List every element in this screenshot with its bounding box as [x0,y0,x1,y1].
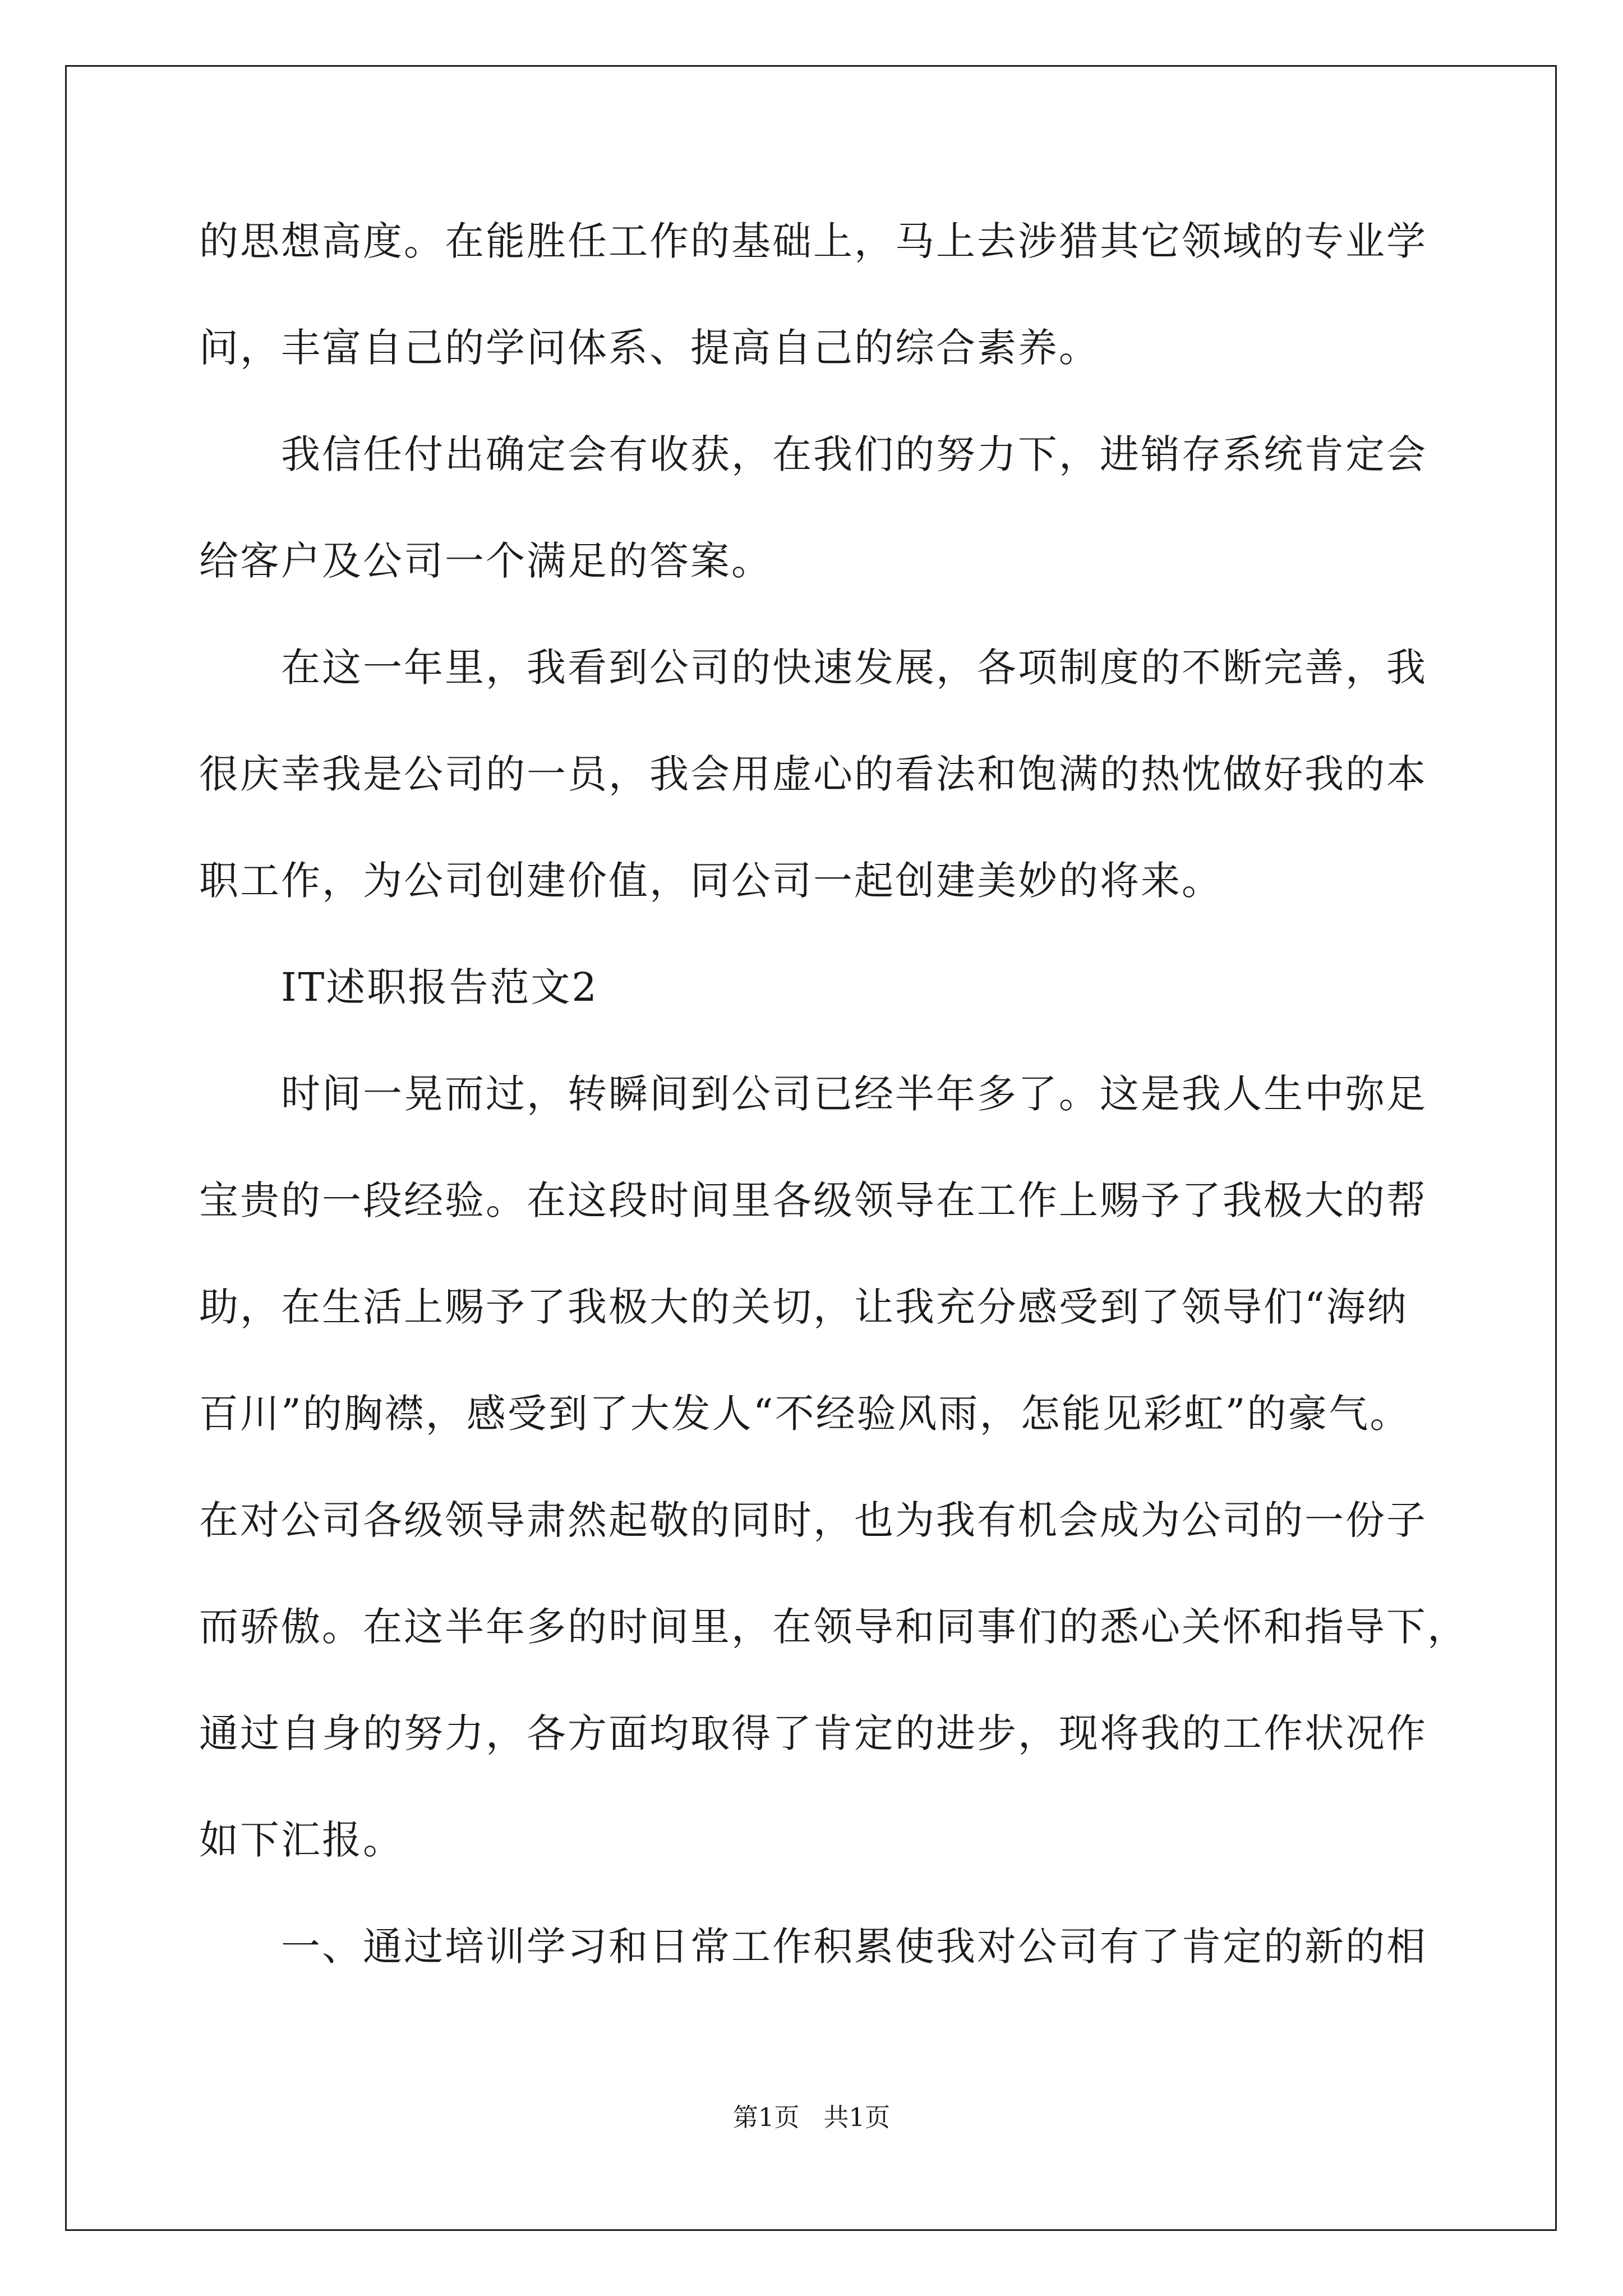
text-line: 很庆幸我是公司的一员，我会用虚心的看法和饱满的热忱做好我的本 [199,751,1427,797]
section-heading: IT述职报告范文2 [281,964,598,1010]
text-line: 的思想高度。在能胜任工作的基础上，马上去涉猎其它领域的专业学 [199,218,1427,264]
text-line: 通过自身的努力，各方面均取得了肯定的进步，现将我的工作状况作 [199,1710,1427,1756]
text-line: 百川”的胸襟，感受到了大发人“不经验风雨，怎能见彩虹”的豪气。 [199,1391,1411,1437]
paragraph-first-line: 一、通过培训学习和日常工作积累使我对公司有了肯定的新的相 [281,1924,1427,1970]
paragraph-first-line: 时间一晃而过，转瞬间到公司已经半年多了。这是我人生中弥足 [281,1071,1427,1117]
text-line: 问，丰富自己的学问体系、提高自己的综合素养。 [199,325,1100,371]
text-line: 给客户及公司一个满足的答案。 [199,538,772,584]
paragraph-first-line: 在这一年里，我看到公司的快速发展，各项制度的不断完善，我 [281,645,1427,691]
text-line: 在对公司各级领导肃然起敬的同时，也为我有机会成为公司的一份子 [199,1497,1427,1543]
text-line: 而骄傲。在这半年多的时间里，在领导和同事们的悉心关怀和指导下， [199,1604,1468,1650]
text-line: 助，在生活上赐予了我极大的关切，让我充分感受到了领导们“海纳 [199,1284,1408,1330]
text-line: 如下汇报。 [199,1817,404,1863]
page-border [65,65,1557,2231]
text-line: 职工作，为公司创建价值，同公司一起创建美妙的将来。 [199,858,1223,904]
paragraph-first-line: 我信任付出确定会有收获，在我们的努力下，进销存系统肯定会 [281,431,1427,477]
text-line: 宝贵的一段经验。在这段时间里各级领导在工作上赐予了我极大的帮 [199,1177,1427,1223]
page-footer: 第1页 共1页 [732,2102,891,2132]
